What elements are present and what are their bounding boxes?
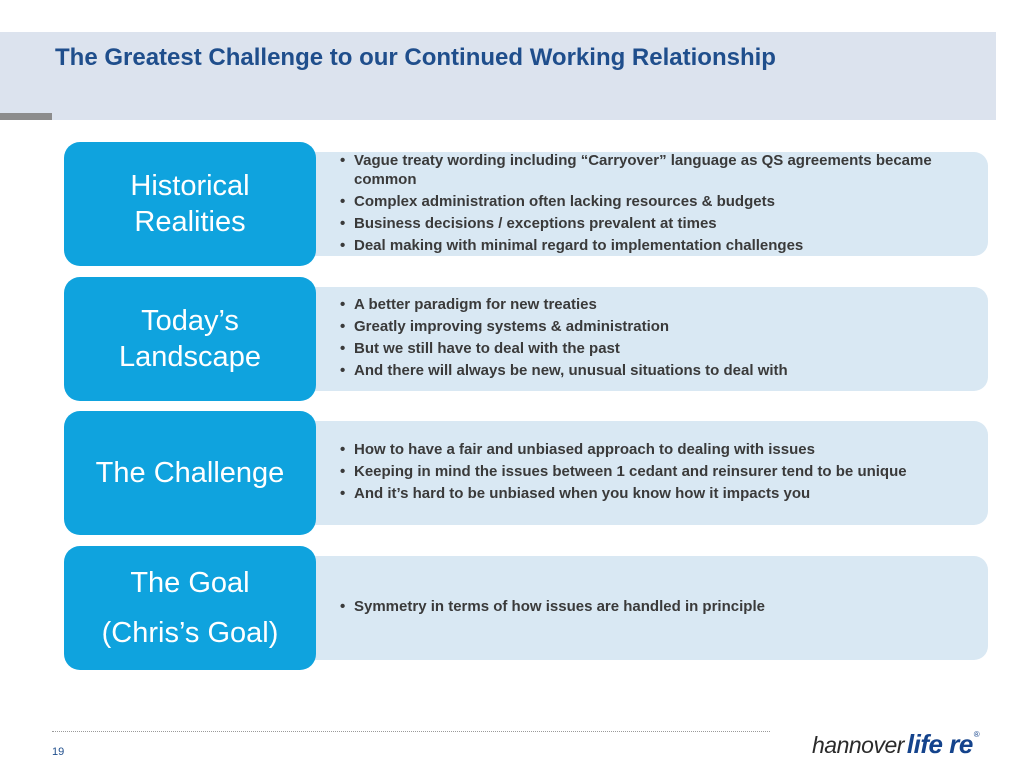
label-line: The Goal: [130, 567, 250, 599]
label-line: Today’s: [141, 305, 239, 337]
row-historical-realities-label: [64, 142, 316, 266]
bullet-list: [338, 597, 964, 619]
bullet-item: • Complex administration often lacking resources & budgets: [338, 192, 964, 211]
row-the-goal-panel: [290, 556, 988, 660]
bullet-item: • But we still have to deal with the past: [338, 339, 964, 358]
footer-divider: [52, 731, 770, 732]
label-line: Landscape: [119, 341, 261, 373]
bullet-item: • Business decisions / exceptions prevalent at times: [338, 214, 964, 233]
bullet-list: [338, 295, 964, 383]
row-todays-landscape-panel: [290, 287, 988, 391]
bullet-item: • A better paradigm for new treaties: [338, 295, 964, 314]
row-the-challenge-panel: [290, 421, 988, 525]
page-title: The Greatest Challenge to our Continued Working Relationship: [55, 44, 776, 71]
logo-word-life-re: life re: [906, 729, 973, 759]
label-line: The Challenge: [95, 457, 285, 489]
bullet-item: • Deal making with minimal regard to implementation challenges: [338, 236, 964, 255]
label-line: Realities: [134, 206, 246, 238]
row-todays-landscape-label: [64, 277, 316, 401]
bullet-item: • Greatly improving systems & administration: [338, 317, 964, 336]
page-number: 19: [52, 746, 65, 758]
row-historical-realities-panel: [290, 152, 988, 256]
bullet-item: • Vague treaty wording including “Carryover” language as QS agreements became common: [338, 151, 964, 189]
bullet-item: • Symmetry in terms of how issues are handled in principle: [338, 597, 964, 616]
label-line: Historical: [130, 170, 250, 202]
row-the-challenge-label: [64, 411, 316, 535]
bullet-item: • And it’s hard to be unbiased when you know how it impacts you: [338, 484, 964, 503]
header-accent-bar: [0, 113, 52, 120]
bullet-item: • How to have a fair and unbiased approach to dealing with issues: [338, 440, 964, 459]
label-line: (Chris’s Goal): [101, 617, 279, 649]
bullet-list: [338, 440, 964, 506]
logo-word-hannover: hannover: [812, 732, 904, 758]
bullet-item: • And there will always be new, unusual situations to deal with: [338, 361, 964, 380]
row-the-goal-label: [64, 546, 316, 670]
bullet-item: • Keeping in mind the issues between 1 cedant and reinsurer tend to be unique: [338, 462, 964, 481]
hannover-life-re-logo: [812, 729, 980, 761]
bullet-list: [338, 151, 964, 258]
registered-mark: ®: [973, 730, 980, 739]
